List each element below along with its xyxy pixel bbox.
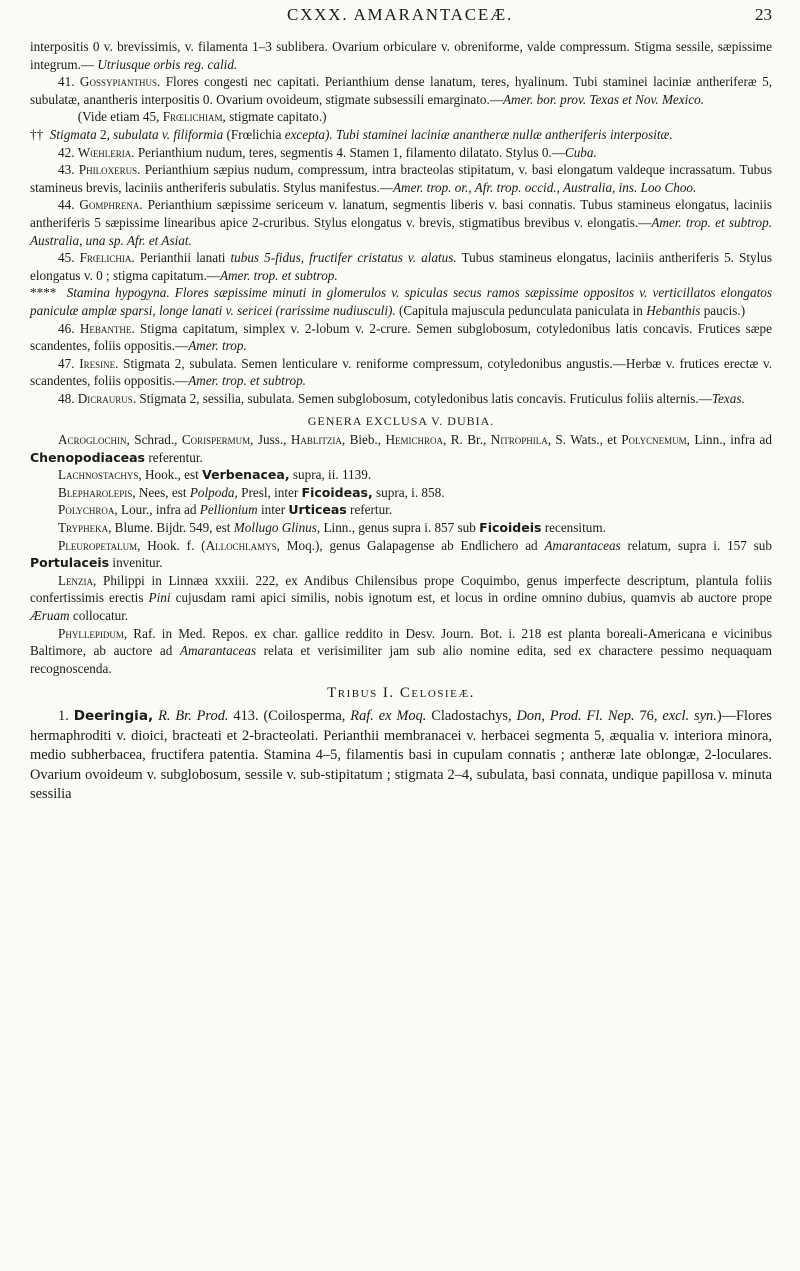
running-header — [0, 5, 800, 33]
tribe-heading: Tribus I. Celosieæ. — [327, 685, 475, 702]
key-note-quadruple-star: **** Stamina hypogyna. Flores sæpissime minuti in glomerulos v. spiculas secus ramos sæpissime oppositos v. verticillatos elongatos paniculæ amplæ sparsi, longe lanati v. sericei (rarissime nudiusculi). (Capitula majuscula pedunculata paniculata in Hebanthis paucis.) — [30, 285, 772, 318]
running-title: CXXX. AMARANTACEÆ. — [286, 5, 514, 24]
genus-hebanthe: 46. Hebanthe. Stigma capitatum, simplex v. 2-lobum v. 2-crure. Semen subglobosum, cotyledonibus latis concavis. Frutices sæpe scandentes, foliis oppositis.—Amer. trop. — [30, 320, 773, 354]
genus-deeringia: 1. Deeringia, R. Br. Prod. 413. (Coilosperma, Raf. ex Moq. Cladostachys, Don, Prod. Fl. Nep. 76, excl. syn.)—Flores hermaphroditi v. dioici, bracteati et 2-bracteolati. Perianthii membranacei v. herbacei segmenta 5, æqualia v. interiora minora, medio subherbacea, fructifera patentia. Stamina 4–5, filamentis basi in cupulam connatis ; antheræ late oblongæ, 2-loculares. Ovarium ovoideum v. subglobosum, sessile v. sub-stipitatum ; stigmata 2–4, subulata, basi connata, undique papillosa v. minuta sessilia — [30, 707, 772, 803]
excluded-entry-blepharolepis: Blepharolepis, Nees, est Polpoda, Presl, inter Ficoideas, supra, i. 858. — [58, 484, 445, 500]
excluded-entry-chenopodiaceae: Acroglochin, Schrad., Corispermum, Juss., Hablitzia, Bieb., Hemichroa, R. Br., Nitrophila, S. Wats., et Polycnemum, Linn., infra ad Chenopodiaceas referentur. — [30, 432, 772, 465]
genus-dicraurus: 48. Dicraurus. Stigmata 2, sessilia, subulata. Semen subglobosum, cotyledonibus latis concavis. Fruticulus foliis alternis.—Texas. — [58, 390, 745, 406]
genus-froelichia: 45. Frœlichia. Perianthii lanati tubus 5-fidus, fructifer cristatus v. alatus. Tubus stamineus elongatus, laciniis antheriferis 5. Stylus elongatus v. 0 ; stigma capitatum.—Amer. trop. et subtrop. — [30, 250, 773, 283]
excluded-entry-lachnostachys: Lachnostachys, Hook., est Verbenacea, supra, ii. 1139. — [58, 467, 372, 483]
key-note-double-dagger: †† Stigmata 2, subulata v. filiformia (Frœlichia excepta). Tubi staminei laciniæ anantheræ nullæ antheriferis interpositæ. — [30, 126, 673, 142]
excluded-genera-heading: GENERA EXCLUSA V. DUBIA. — [307, 414, 495, 429]
excluded-entry-pleuropetalum: Pleuropetalum, Hook. f. (Allochlamys, Moq.), genus Galapagense ab Endlichero ad Amarantaceas relatum, supra i. 157 sub Portulaceis invenitur. — [30, 537, 772, 571]
genus-gossypianthus: 41. Gossypianthus. Flores congesti nec capitati. Perianthium dense lanatum, teres, hyalinum. Tubi staminei laciniæ antheriferæ 5, subulatæ, anantheris interpositis 0. Ovarium ovoideum, stigmate subsessili emarginato.—Amer. bor. prov. Texas et Nov. Mexico. (Vide etiam 45, Frœlichiam, stigmate capitato.) — [30, 74, 773, 125]
page-number: 23 — [755, 5, 772, 24]
star-mark: **** — [30, 285, 57, 301]
genus-philoxerus: 43. Philoxerus. Perianthium sæpius nudum, compressum, intra bracteolas stipitatum, v. basi elongatum valdeque incrassatum. Tubus stamineus brevis, laciniis antheriferis subulatis. Stylus manifestus.—Amer. trop. or., Afr. trop. occid., Australia, ins. Loo Choo. — [30, 162, 773, 195]
page-body — [30, 38, 772, 805]
dagger-mark: †† — [30, 126, 44, 142]
genus-iresine: 47. Iresine. Stigmata 2, subulata. Semen lenticulare v. reniforme compressum, cotyledonibus angustis.—Herbæ v. frutices erectæ v. scandentes, foliis oppositis.—Amer. trop. et subtrop. — [30, 355, 773, 389]
genus-gomphrena: 44. Gomphrena. Perianthium sæpissime sericeum v. lanatum, segmentis liberis v. basi connatis. Tubus stamineus elongatus, laciniis antheriferis 5 sæpissime linearibus apice 2-cruribus. Stylus elongatus v. brevis, stigmatibus brevibus v. elongatis.—Amer. trop. et subtrop. Australia, una sp. Afr. et Asiat. — [30, 197, 773, 248]
excluded-entry-trypheka: Trypheka, Blume. Bijdr. 549, est Mollugo Glinus, Linn., genus supra i. 857 sub Ficoideis recensitum. — [58, 520, 606, 536]
excluded-entry-phyllepidum: Phyllepidum, Raf. in Med. Repos. ex char. gallice reddito in Desv. Journ. Bot. i. 218 est planta boreali-Americana e vicinibus Baltimore, ab auctore ad Amarantaceas relata et verisimiliter jam sub alio nomine edita, sed ex charactere pessimo nequaquam recognoscenda. — [30, 625, 772, 676]
excluded-entry-lenzia: Lenzia, Philippi in Linnæa xxxiii. 222, ex Andibus Chilensibus prope Coquimbo, genus imperfecte descriptum, plantula foliis confertissimis erectis Pini cujusdam rami apici similis, nobis ignotum est, et locus in ordine omnino dubius, quamvis ab auctore prope Æruam collocatur. — [30, 572, 773, 623]
genus-woehleria: 42. Wœhleria. Perianthium nudum, teres, segmentis 4. Stamen 1, filamento dilatato. Stylus 0.—Cuba. — [58, 144, 597, 160]
paragraph-continuation: interpositis 0 v. brevissimis, v. filamenta 1–3 sublibera. Ovarium orbiculare v. obreniforme, valde compressum. Stigma sessile, sæpissime integrum.— Utriusque orbis reg. calid. — [30, 39, 772, 72]
excluded-entry-polychroa: Polychroa, Lour., infra ad Pellionium inter Urticeas refertur. — [58, 502, 393, 518]
